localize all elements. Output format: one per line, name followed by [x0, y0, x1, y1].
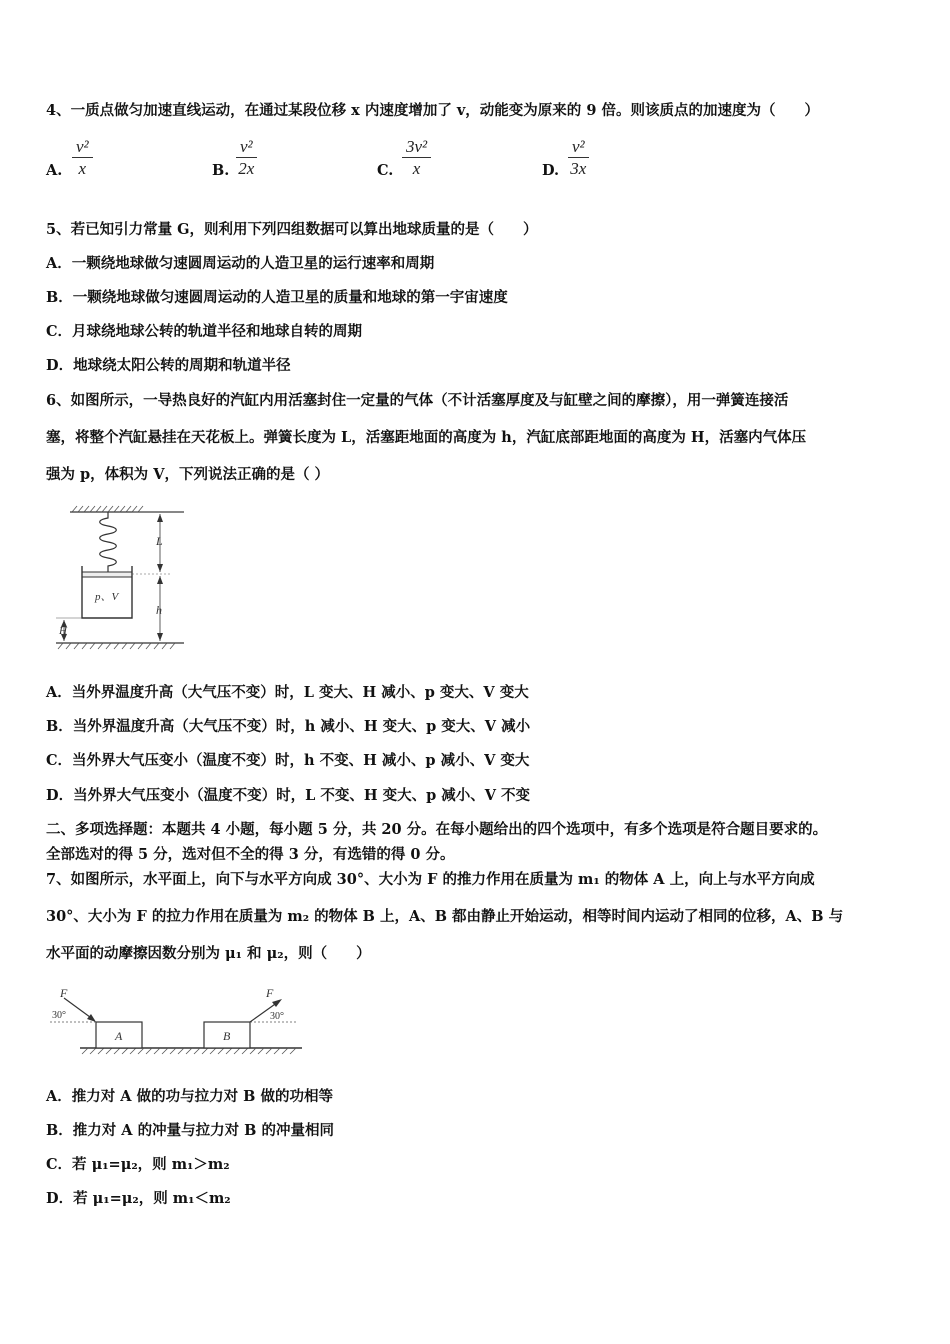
piston — [82, 572, 132, 577]
q4-option-b-label: B. — [212, 162, 230, 179]
q5-stem: 5、若已知引力常量 G，则利用下列四组数据可以算出地球质量的是（ ） — [46, 221, 538, 238]
q7-stem-line-2: 30°、大小为 F 的拉力作用在质量为 m₂ 的物体 B 上，A、B 都由静止开始运动，相等时间内运动了相同的位移，A、B 与 — [46, 908, 844, 925]
spring — [100, 512, 117, 572]
q7-blocks-figure — [46, 982, 316, 1060]
q4-option-b-denominator: 2x — [238, 159, 255, 178]
q5-option-c: C．月球绕地球公转的轨道半径和地球自转的周期 — [46, 323, 363, 340]
ceiling-hatch — [72, 506, 143, 512]
q4-option-a-numerator: v² — [72, 138, 93, 158]
q4-option-b-fraction — [236, 138, 257, 179]
q4-option-c-numerator: 3v² — [402, 138, 431, 158]
q6-L-label: L — [156, 534, 163, 548]
q7-option-c: C．若 μ₁=μ₂，则 m₁＞m₂ — [46, 1156, 230, 1173]
q4-option-d-fraction — [568, 138, 589, 179]
q6-stem-line-2: 塞，将整个汽缸悬挂在天花板上。弹簧长度为 L，活塞距地面的高度为 h，汽缸底部距地面的高度为 H，活塞内气体压 — [46, 429, 807, 446]
q7-ground-hatch — [82, 1048, 296, 1054]
q6-stem-line-1: 6、如图所示，一导热良好的汽缸内用活塞封住一定量的气体（不计活塞厚度及与缸壁之间的摩擦），用一弹簧连接活 — [46, 392, 789, 409]
q4-option-c-fraction — [402, 138, 431, 179]
q6-cylinder-figure — [52, 500, 192, 655]
q6-option-b: B．当外界温度升高（大气压不变）时，h 减小、H 变大、p 变大、V 减小 — [46, 718, 531, 735]
q4-option-d-label: D. — [542, 162, 560, 179]
q7-pull-angle-label: 30° — [270, 1011, 284, 1022]
q5-option-d: D．地球绕太阳公转的周期和轨道半径 — [46, 357, 291, 374]
section-2-line-2: 全部选对的得 5 分，选对但不全的得 3 分，有选错的得 0 分。 — [46, 846, 455, 863]
q7-stem-line-3: 水平面的动摩擦因数分别为 μ₁ 和 μ₂，则（ ） — [46, 945, 371, 962]
q6-option-a: A．当外界温度升高（大气压不变）时，L 变大、H 减小、p 变大、V 变大 — [46, 684, 529, 701]
q4-option-a-denominator: x — [78, 159, 87, 178]
q4-option-c-denominator: x — [412, 159, 421, 178]
q7-option-a: A．推力对 A 做的功与拉力对 B 做的功相等 — [46, 1088, 333, 1105]
q6-H-label: H — [59, 625, 67, 637]
q7-option-b: B．推力对 A 的冲量与拉力对 B 的冲量相同 — [46, 1122, 334, 1139]
q4-option-a-label: A. — [46, 162, 63, 179]
q7-push-force-label: F — [60, 986, 68, 1000]
q5-option-b: B．一颗绕地球做匀速圆周运动的人造卫星的质量和地球的第一宇宙速度 — [46, 289, 508, 306]
q6-option-c: C．当外界大气压变小（温度不变）时，h 不变、H 减小、p 减小、V 变大 — [46, 752, 530, 769]
q4-option-b-numerator: v² — [236, 138, 257, 158]
q7-stem-line-1: 7、如图所示，水平面上，向下与水平方向成 30°、大小为 F 的推力作用在质量为 m₁ 的物体 A 上，向上与水平方向成 — [46, 871, 815, 888]
q7-block-b-label: B — [223, 1029, 231, 1043]
q7-block-a-label: A — [115, 1029, 123, 1043]
q7-option-d: D．若 μ₁=μ₂，则 m₁＜m₂ — [46, 1190, 231, 1207]
ground-hatch — [58, 643, 175, 649]
q5-option-a: A．一颗绕地球做匀速圆周运动的人造卫星的运行速率和周期 — [46, 255, 435, 272]
q7-pull-force-label: F — [266, 986, 274, 1000]
q6-pv-label: p、V — [95, 591, 119, 603]
q6-stem-line-3: 强为 p，体积为 V，下列说法正确的是（ ） — [46, 466, 330, 483]
q4-option-a-fraction — [72, 138, 93, 179]
q4-option-d-numerator: v² — [568, 138, 589, 158]
q7-push-angle-label: 30° — [52, 1010, 66, 1021]
q4-option-c-label: C. — [377, 162, 394, 179]
q6-h-label: h — [156, 603, 162, 617]
q4-option-d-denominator: 3x — [570, 159, 587, 178]
q6-option-d: D．当外界大气压变小（温度不变）时，L 不变、H 变大、p 减小、V 不变 — [46, 787, 531, 804]
q4-stem: 4、一质点做匀加速直线运动，在通过某段位移 x 内速度增加了 v，动能变为原来的 9 倍。则该质点的加速度为（ ） — [46, 102, 819, 119]
section-2-line-1: 二、多项选择题：本题共 4 小题，每小题 5 分，共 20 分。在每小题给出的四个选项中，有多个选项是符合题目要求的。 — [46, 821, 828, 838]
